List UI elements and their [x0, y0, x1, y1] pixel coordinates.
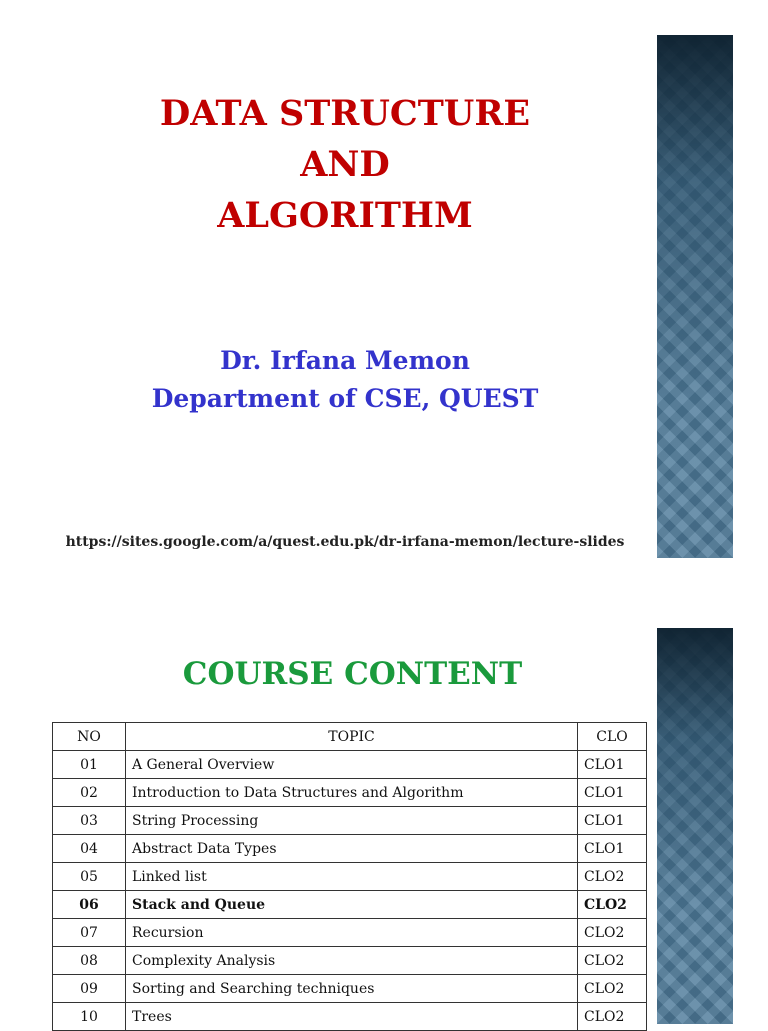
row-no: 06	[53, 891, 126, 919]
row-no: 01	[53, 751, 126, 779]
table-row	[53, 919, 647, 947]
row-no: 07	[53, 919, 126, 947]
course-content-slide	[0, 600, 768, 1024]
row-no: 03	[53, 807, 126, 835]
row-topic: Linked list	[126, 863, 578, 891]
table-row	[53, 863, 647, 891]
row-no: 09	[53, 975, 126, 1003]
row-clo: CLO2	[578, 919, 647, 947]
row-no: 10	[53, 1003, 126, 1031]
row-clo: CLO2	[578, 975, 647, 1003]
header-clo: CLO	[578, 723, 647, 751]
row-clo: CLO2	[578, 863, 647, 891]
row-clo: CLO1	[578, 835, 647, 863]
row-topic: Trees	[126, 1003, 578, 1031]
course-content-title: COURSE CONTENT	[182, 656, 523, 692]
row-topic: A General Overview	[126, 751, 578, 779]
author-department: Department of CSE, QUEST	[151, 384, 539, 413]
header-topic: TOPIC	[126, 723, 578, 751]
decorative-side-band	[657, 628, 733, 1024]
author-block	[130, 342, 560, 418]
row-topic: Recursion	[126, 919, 578, 947]
row-no: 04	[53, 835, 126, 863]
row-topic: Sorting and Searching techniques	[126, 975, 578, 1003]
table-row	[53, 891, 647, 919]
slide-title	[130, 88, 560, 241]
table-header-row	[53, 723, 647, 751]
table-row	[53, 1003, 647, 1031]
course-content-table	[52, 722, 647, 1031]
table-row	[53, 975, 647, 1003]
row-clo: CLO1	[578, 779, 647, 807]
row-no: 02	[53, 779, 126, 807]
row-topic: String Processing	[126, 807, 578, 835]
table-row	[53, 947, 647, 975]
row-topic: Complexity Analysis	[126, 947, 578, 975]
author-name: Dr. Irfana Memon	[220, 346, 470, 375]
title-line-1: DATA STRUCTURE	[159, 93, 531, 134]
table-row	[53, 807, 647, 835]
table-row	[53, 835, 647, 863]
row-topic: Stack and Queue	[126, 891, 578, 919]
header-no: NO	[53, 723, 126, 751]
row-clo: CLO2	[578, 1003, 647, 1031]
row-clo: CLO1	[578, 807, 647, 835]
row-no: 08	[53, 947, 126, 975]
row-topic: Abstract Data Types	[126, 835, 578, 863]
row-clo: CLO2	[578, 947, 647, 975]
row-no: 05	[53, 863, 126, 891]
lecture-slides-url[interactable]: https://sites.google.com/a/quest.edu.pk/dr-irfana-memon/lecture-slides	[65, 534, 625, 550]
table-row	[53, 751, 647, 779]
title-line-3: ALGORITHM	[217, 195, 473, 236]
row-topic: Introduction to Data Structures and Algorithm	[126, 779, 578, 807]
table-row	[53, 779, 647, 807]
row-clo: CLO1	[578, 751, 647, 779]
title-line-2: AND	[300, 144, 390, 185]
decorative-side-band	[657, 35, 733, 558]
row-clo: CLO2	[578, 891, 647, 919]
